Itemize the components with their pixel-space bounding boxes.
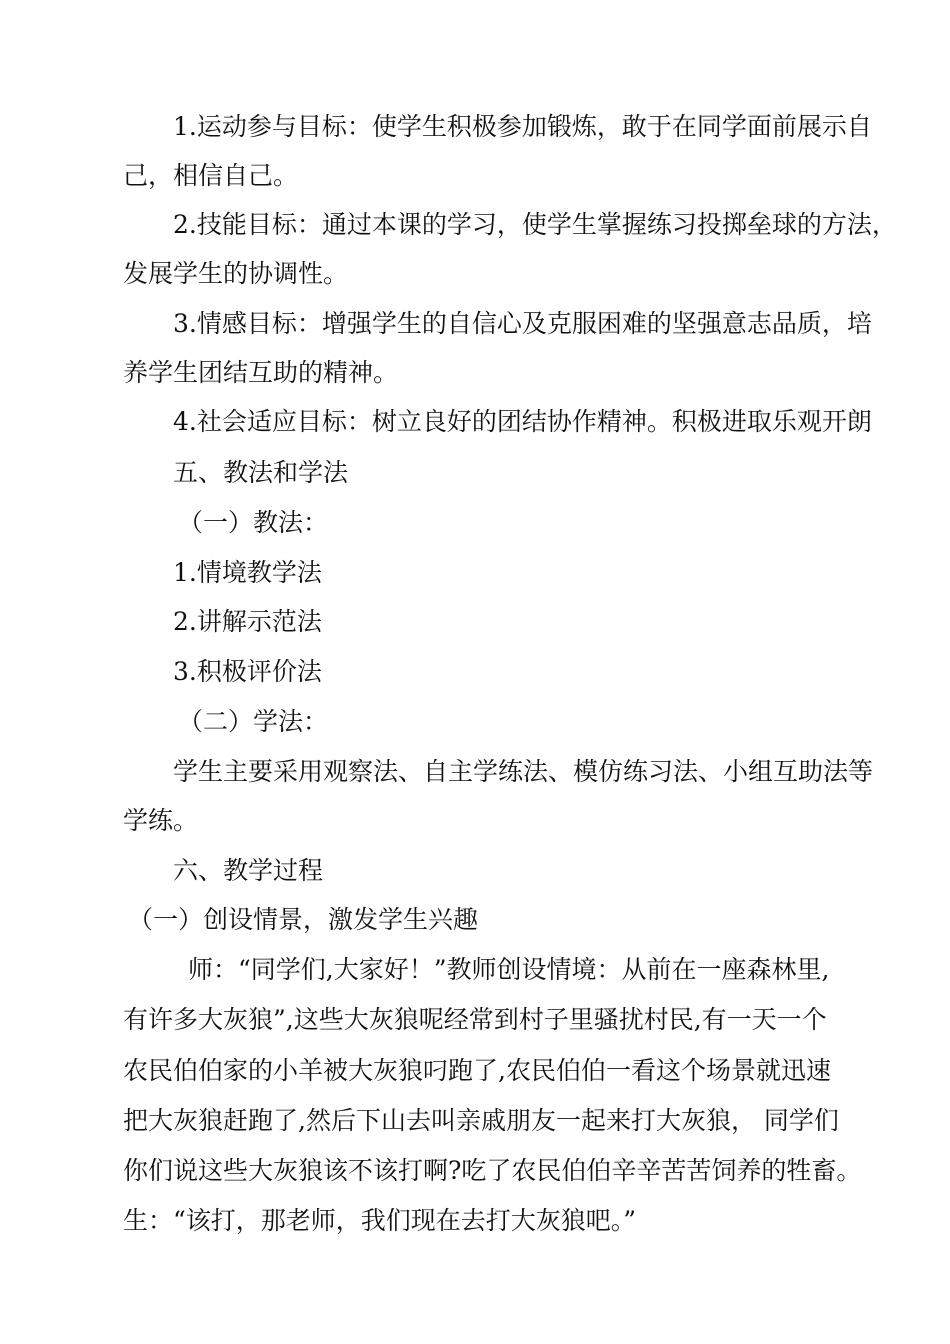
story-line-2: 有许多大灰狼”,这些大灰狼呢经常到村子里骚扰村民,有一天一个 [123, 1005, 827, 1034]
learning-method-line-1: 学生主要采用观察法、自主学练法、模仿练习法、小组互助法等 [173, 757, 874, 786]
section-6-heading: 六、教学过程 [173, 856, 324, 885]
goal-1-line-1: 1.运动参与目标：使学生积极参加锻炼，敢于在同学面前展示自 [173, 112, 872, 141]
goal-2-line-2: 发展学生的协调性。 [123, 259, 349, 288]
teaching-method-heading: （一）教法： [178, 508, 329, 537]
learning-method-heading: （二）学法： [178, 707, 329, 736]
goal-4-line: 4.社会适应目标：树立良好的团结协作精神。积极进取乐观开朗 [173, 407, 872, 436]
goal-3-line-1: 3.情感目标：增强学生的自信心及克服困难的坚强意志品质，培 [173, 309, 872, 338]
story-line-5: 你们说这些大灰狼该不该打啊?吃了农民伯伯辛辛苦苦饲养的牲畜。 [123, 1156, 862, 1185]
goal-1-line-2: 己，相信自己。 [123, 161, 299, 190]
student-reply-line: 生：“该打，那老师，我们现在去打大灰狼吧。” [123, 1206, 637, 1235]
method-item-3: 3.积极评价法 [173, 657, 322, 686]
subsection-1-heading: （一）创设情景，激发学生兴趣 [128, 905, 479, 934]
method-item-2: 2.讲解示范法 [173, 607, 322, 636]
goal-3-line-2: 养学生团结互助的精神。 [123, 358, 399, 387]
goal-2-line-1: 2.技能目标：通过本课的学习，使学生掌握练习投掷垒球的方法， [173, 210, 897, 239]
story-line-1: 师：“同学们,大家好！”教师创设情境：从前在一座森林里, [188, 955, 830, 984]
learning-method-line-2: 学练。 [123, 806, 199, 835]
method-item-1: 1.情境教学法 [173, 558, 322, 587]
story-line-3: 农民伯伯家的小羊被大灰狼叼跑了,农民伯伯一看这个场景就迅速 [123, 1056, 831, 1085]
section-5-heading: 五、教法和学法 [173, 458, 349, 487]
story-line-4: 把大灰狼赶跑了,然后下山去叫亲戚朋友一起来打大灰狼， 同学们 [123, 1106, 839, 1135]
